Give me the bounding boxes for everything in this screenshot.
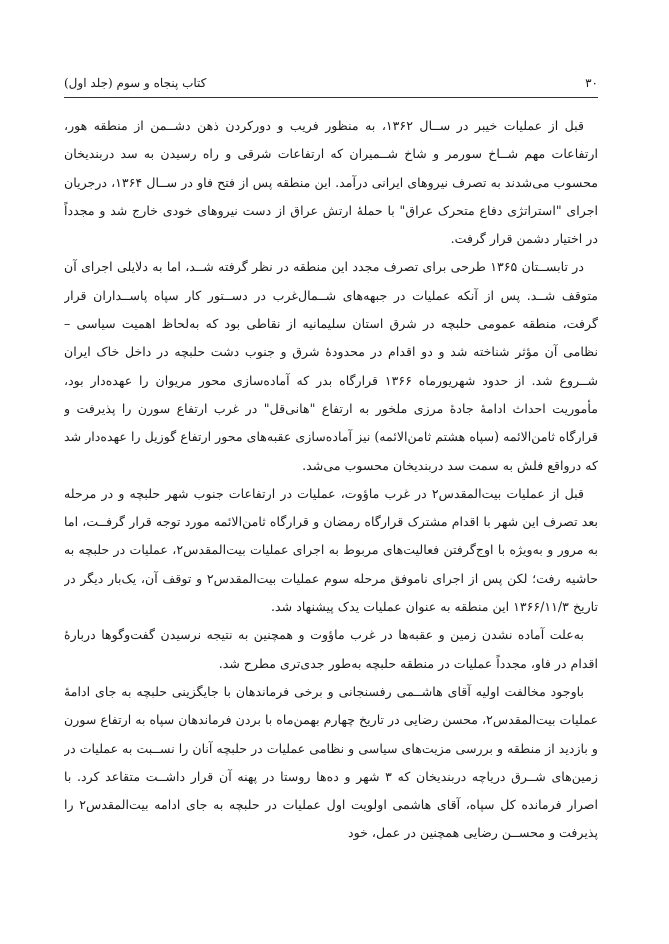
- paragraph: در تابســتان ۱۳۶۵ طرحی برای تصرف مجدد این منطقه در نظر گرفته شــد، اما به دلایلی اجرای آن متوقف شــد. پس از آنکه عملیات در جبهه‌های شــمال‌غرب در دســتور کار سپاه پاســداران قرار گرفت، منطقه عمومی حلبچه در شرق استان سلیمانیه از نقاطی بود که به‌لحاظ اهمیت سیاسی – نظامی آن مؤثر شناخته شد و دو اقدام در محدودهٔ شرق و جنوب دشت حلبچه در داخل خاک ایران شــروع شد. از حدود شهریورماه ۱۳۶۶ قرارگاه بدر که آماده‌سازی محور مریوان را عهده‌دار بود، مأموریت احداث ادامهٔ جادهٔ مرزی ملخور به ارتفاع "هانی‌قل" در غرب ارتفاع سورن را پذیرفت و قرارگاه ثامن‌الائمه (سپاه هشتم ثامن‌الائمه) نیز آماده‌سازی عقبه‌های محور ارتفاع گوزیل را عهده‌دار شد که درواقع فلش به سمت سد دربندیخان محسوب می‌شد.: [64, 259, 598, 473]
- paragraph: باوجود مخالفت اولیه آقای هاشــمی رفسنجانی و برخی فرماندهان با جایگزینی حلبچه به جای ادامهٔ عملیات بیت‌المقدس۲، محسن رضایی در تاریخ چهارم بهمن‌ماه با بردن فرماندهان سپاه به ارتفاع سورن و بازدید از منطقه و بررسی مزیت‌های سیاسی و نظامی عملیات در حلبچه آنان را نســبت به عملیات در زمین‌های شــرق دریاچه دربندیخان که ۳ شهر و ده‌ها روستا در پهنه آن قرار داشــت متقاعد کرد. با اصرار فرمانده کل سپاه، آقای هاشمی اولویت اول عملیات در حلبچه به جای ادامه بیت‌المقدس۲ را پذیرفت و محســن رضایی همچنین در عمل، خود: [64, 683, 598, 841]
- paragraph: قبل از عملیات بیت‌المقدس۲ در غرب ماؤوت، عملیات در ارتفاعات جنوب شهر حلبچه و در مرحله بعد تصرف این شهر با اقدام مشترک قرارگاه رمضان و قرارگاه ثامن‌الائمه مورد توجه قرار گرفــت، اما به مرور و به‌ویژه با اوج‌گرفتن فعالیت‌های مربوط به اجرای عملیات بیت‌المقدس۲، عملیات در حلبچه به حاشیه رفت؛ لکن پس از اجرای ناموفق مرحله سوم عملیات بیت‌المقدس۲ و توقف آن، یک‌بار دیگر در تاریخ ۱۳۶۶/۱۱/۳ این منطقه به عنوان عملیات یدک پیشنهاد شد.: [64, 485, 598, 615]
- paragraph: به‌علت آماده نشدن زمین و عقبه‌ها در غرب ماؤوت و همچنین به نتیجه نرسیدن گفت‌وگوها دربارهٔ اقدام در فاو، مجدداً عملیات در منطقه حلبچه به‌طور جدی‌تری مطرح شد.: [64, 627, 598, 671]
- page-number: ۳۰: [585, 76, 598, 90]
- paragraph: قبل از عملیات خیبر در ســال ۱۳۶۲، به منظور فریب و دورکردن ذهن دشــمن از منطقه هور، ارتفاعات مهم شــاخ سورمر و شاخ شــمیران که ارتفاعات شرقی و راه رسیدن به سد دربندیخان محسوب می‌شدند به تصرف نیروهای ایرانی درآمد. این منطقه پس از فتح فاو در ســال ۱۳۶۴، درجریان اجرای "استراتژی دفاع متحرک عراق" با حملهٔ ارتش عراق از دست نیروهای خودی خارج شد و مجدداً در اختیار دشمن قرار گرفت.: [64, 118, 598, 247]
- header-divider: [64, 97, 598, 98]
- body-text: [64, 112, 598, 912]
- book-title: کتاب پنجاه و سوم (جلد اول): [64, 76, 207, 90]
- page-header: [64, 72, 598, 94]
